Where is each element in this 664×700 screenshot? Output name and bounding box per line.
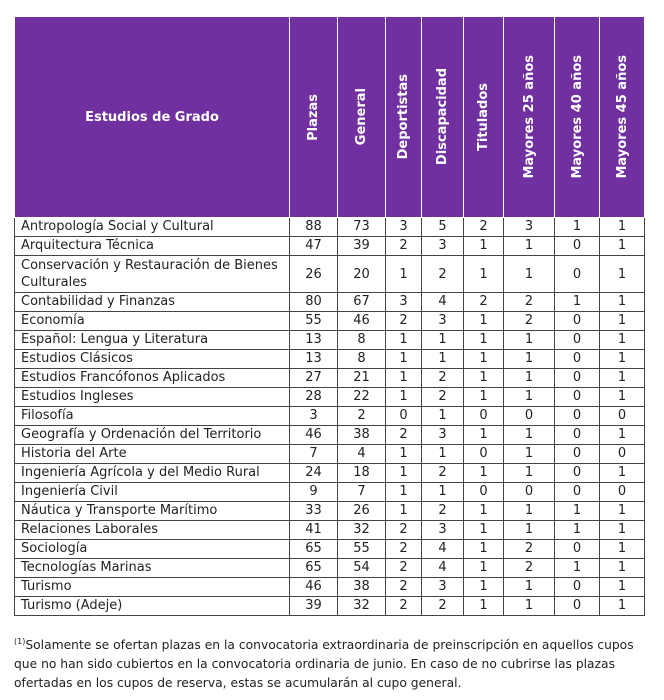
value-cell: 1 <box>422 350 464 369</box>
value-cell: 13 <box>290 350 338 369</box>
value-cell: 2 <box>386 540 422 559</box>
degree-name-cell: Náutica y Transporte Marítimo <box>15 502 290 521</box>
value-cell: 0 <box>555 369 600 388</box>
value-cell: 1 <box>600 426 645 445</box>
value-cell: 2 <box>422 597 464 616</box>
degree-name-cell: Historia del Arte <box>15 445 290 464</box>
value-cell: 1 <box>464 312 504 331</box>
value-cell: 1 <box>422 445 464 464</box>
places-table <box>14 16 645 616</box>
value-cell: 8 <box>338 350 386 369</box>
value-cell: 1 <box>600 597 645 616</box>
value-cell: 2 <box>386 559 422 578</box>
table-row <box>15 312 645 331</box>
value-cell: 1 <box>422 407 464 426</box>
header-mayores-25-label: Mayores 25 años <box>521 55 537 179</box>
value-cell: 0 <box>504 407 555 426</box>
degree-name-cell: Tecnologías Marinas <box>15 559 290 578</box>
value-cell: 2 <box>386 237 422 256</box>
value-cell: 1 <box>600 293 645 312</box>
header-mayores-25 <box>504 17 555 218</box>
degree-name-cell: Español: Lengua y Literatura <box>15 331 290 350</box>
value-cell: 21 <box>338 369 386 388</box>
places-table-container <box>14 16 644 616</box>
value-cell: 47 <box>290 237 338 256</box>
value-cell: 3 <box>386 218 422 237</box>
degree-name-cell: Sociología <box>15 540 290 559</box>
value-cell: 1 <box>504 369 555 388</box>
value-cell: 0 <box>464 445 504 464</box>
degree-name-cell: Estudios Clásicos <box>15 350 290 369</box>
value-cell: 7 <box>338 483 386 502</box>
value-cell: 3 <box>422 578 464 597</box>
value-cell: 0 <box>555 256 600 293</box>
value-cell: 0 <box>555 407 600 426</box>
degree-name-cell: Ingeniería Agrícola y del Medio Rural <box>15 464 290 483</box>
value-cell: 0 <box>600 483 645 502</box>
value-cell: 1 <box>600 388 645 407</box>
table-row <box>15 331 645 350</box>
table-row <box>15 483 645 502</box>
value-cell: 1 <box>600 312 645 331</box>
value-cell: 32 <box>338 521 386 540</box>
footnote-marker: (1) <box>14 637 26 646</box>
value-cell: 1 <box>555 559 600 578</box>
value-cell: 1 <box>504 464 555 483</box>
value-cell: 0 <box>555 237 600 256</box>
value-cell: 0 <box>555 445 600 464</box>
value-cell: 2 <box>422 388 464 407</box>
value-cell: 0 <box>555 331 600 350</box>
value-cell: 2 <box>422 369 464 388</box>
value-cell: 1 <box>464 502 504 521</box>
value-cell: 2 <box>386 597 422 616</box>
value-cell: 3 <box>422 426 464 445</box>
value-cell: 24 <box>290 464 338 483</box>
value-cell: 0 <box>555 483 600 502</box>
value-cell: 1 <box>386 502 422 521</box>
table-row <box>15 426 645 445</box>
value-cell: 0 <box>600 407 645 426</box>
header-general <box>338 17 386 218</box>
value-cell: 2 <box>386 426 422 445</box>
value-cell: 1 <box>600 369 645 388</box>
value-cell: 4 <box>422 293 464 312</box>
value-cell: 88 <box>290 218 338 237</box>
value-cell: 1 <box>504 578 555 597</box>
value-cell: 1 <box>555 293 600 312</box>
degree-name-cell: Ingeniería Civil <box>15 483 290 502</box>
table-row <box>15 388 645 407</box>
degree-name-cell: Conservación y Restauración de Bienes Culturales <box>15 256 290 293</box>
value-cell: 1 <box>600 331 645 350</box>
value-cell: 73 <box>338 218 386 237</box>
table-row <box>15 407 645 426</box>
value-cell: 1 <box>386 256 422 293</box>
value-cell: 1 <box>504 237 555 256</box>
header-discapacidad-label: Discapacidad <box>435 68 450 166</box>
table-row <box>15 369 645 388</box>
value-cell: 46 <box>290 578 338 597</box>
value-cell: 1 <box>386 464 422 483</box>
header-deportistas-label: Deportistas <box>396 74 411 160</box>
value-cell: 7 <box>290 445 338 464</box>
value-cell: 1 <box>600 540 645 559</box>
value-cell: 39 <box>290 597 338 616</box>
value-cell: 0 <box>555 540 600 559</box>
value-cell: 55 <box>338 540 386 559</box>
degree-name-cell: Contabilidad y Finanzas <box>15 293 290 312</box>
value-cell: 26 <box>290 256 338 293</box>
value-cell: 54 <box>338 559 386 578</box>
table-row <box>15 502 645 521</box>
header-discapacidad <box>422 17 464 218</box>
value-cell: 32 <box>338 597 386 616</box>
value-cell: 3 <box>290 407 338 426</box>
value-cell: 2 <box>422 502 464 521</box>
header-mayores-40 <box>555 17 600 218</box>
table-body <box>15 218 645 616</box>
value-cell: 2 <box>464 218 504 237</box>
header-mayores-45 <box>600 17 645 218</box>
value-cell: 1 <box>464 464 504 483</box>
header-degree-label: Estudios de Grado <box>85 109 219 125</box>
footnote-text: Solamente se ofertan plazas en la convocatoria extraordinaria de preinscripción en aquellos cupos que no han sido cubiertos en la convocatoria ordinaria de junio. En caso de no cubrirse las plazas ofertadas en los cupos de reserva, estas se acumularán al cupo general. <box>14 638 634 690</box>
degree-name-cell: Turismo <box>15 578 290 597</box>
value-cell: 1 <box>464 426 504 445</box>
value-cell: 13 <box>290 331 338 350</box>
value-cell: 3 <box>422 312 464 331</box>
value-cell: 1 <box>600 578 645 597</box>
value-cell: 20 <box>338 256 386 293</box>
value-cell: 1 <box>386 483 422 502</box>
header-plazas <box>290 17 338 218</box>
header-general-label: General <box>354 88 369 146</box>
value-cell: 1 <box>504 350 555 369</box>
value-cell: 2 <box>422 464 464 483</box>
header-titulados <box>464 17 504 218</box>
value-cell: 65 <box>290 540 338 559</box>
value-cell: 1 <box>464 331 504 350</box>
value-cell: 3 <box>386 293 422 312</box>
table-row <box>15 559 645 578</box>
value-cell: 28 <box>290 388 338 407</box>
value-cell: 1 <box>386 388 422 407</box>
value-cell: 0 <box>386 407 422 426</box>
footnote <box>14 632 646 693</box>
value-cell: 39 <box>338 237 386 256</box>
table-row <box>15 540 645 559</box>
value-cell: 1 <box>464 540 504 559</box>
value-cell: 22 <box>338 388 386 407</box>
value-cell: 1 <box>504 597 555 616</box>
table-row <box>15 445 645 464</box>
value-cell: 1 <box>422 483 464 502</box>
value-cell: 1 <box>504 388 555 407</box>
value-cell: 9 <box>290 483 338 502</box>
table-row <box>15 350 645 369</box>
degree-name-cell: Estudios Francófonos Aplicados <box>15 369 290 388</box>
value-cell: 1 <box>464 521 504 540</box>
value-cell: 46 <box>290 426 338 445</box>
value-cell: 1 <box>504 426 555 445</box>
value-cell: 4 <box>422 540 464 559</box>
table-row <box>15 293 645 312</box>
value-cell: 0 <box>504 483 555 502</box>
value-cell: 80 <box>290 293 338 312</box>
value-cell: 1 <box>464 578 504 597</box>
table-row <box>15 237 645 256</box>
header-mayores-40-label: Mayores 40 años <box>569 55 585 179</box>
value-cell: 0 <box>600 445 645 464</box>
value-cell: 3 <box>422 521 464 540</box>
value-cell: 5 <box>422 218 464 237</box>
table-row <box>15 218 645 237</box>
value-cell: 2 <box>386 578 422 597</box>
table-row <box>15 521 645 540</box>
degree-name-cell: Economía <box>15 312 290 331</box>
value-cell: 1 <box>600 502 645 521</box>
value-cell: 1 <box>386 445 422 464</box>
value-cell: 55 <box>290 312 338 331</box>
degree-name-cell: Estudios Ingleses <box>15 388 290 407</box>
header-mayores-45-label: Mayores 45 años <box>614 55 630 179</box>
value-cell: 1 <box>464 369 504 388</box>
value-cell: 0 <box>464 483 504 502</box>
value-cell: 65 <box>290 559 338 578</box>
header-deportistas <box>386 17 422 218</box>
value-cell: 1 <box>504 331 555 350</box>
value-cell: 1 <box>464 350 504 369</box>
value-cell: 2 <box>504 293 555 312</box>
value-cell: 4 <box>338 445 386 464</box>
value-cell: 1 <box>504 502 555 521</box>
degree-name-cell: Geografía y Ordenación del Territorio <box>15 426 290 445</box>
value-cell: 38 <box>338 426 386 445</box>
degree-name-cell: Turismo (Adeje) <box>15 597 290 616</box>
value-cell: 0 <box>555 578 600 597</box>
value-cell: 46 <box>338 312 386 331</box>
value-cell: 1 <box>600 521 645 540</box>
header-plazas-label: Plazas <box>306 93 321 141</box>
header-degree <box>15 17 290 218</box>
value-cell: 1 <box>386 369 422 388</box>
value-cell: 2 <box>386 312 422 331</box>
value-cell: 1 <box>600 237 645 256</box>
value-cell: 1 <box>464 256 504 293</box>
value-cell: 1 <box>464 559 504 578</box>
value-cell: 1 <box>464 388 504 407</box>
value-cell: 2 <box>422 256 464 293</box>
value-cell: 67 <box>338 293 386 312</box>
value-cell: 2 <box>386 521 422 540</box>
value-cell: 1 <box>504 521 555 540</box>
value-cell: 1 <box>555 502 600 521</box>
value-cell: 0 <box>555 464 600 483</box>
table-row <box>15 464 645 483</box>
value-cell: 33 <box>290 502 338 521</box>
value-cell: 27 <box>290 369 338 388</box>
value-cell: 1 <box>600 218 645 237</box>
value-cell: 1 <box>504 445 555 464</box>
value-cell: 1 <box>464 237 504 256</box>
value-cell: 0 <box>555 426 600 445</box>
value-cell: 0 <box>555 597 600 616</box>
value-cell: 1 <box>600 256 645 293</box>
value-cell: 3 <box>504 218 555 237</box>
value-cell: 18 <box>338 464 386 483</box>
degree-name-cell: Antropología Social y Cultural <box>15 218 290 237</box>
value-cell: 38 <box>338 578 386 597</box>
value-cell: 8 <box>338 331 386 350</box>
table-row <box>15 597 645 616</box>
value-cell: 0 <box>555 312 600 331</box>
value-cell: 1 <box>386 331 422 350</box>
value-cell: 1 <box>464 597 504 616</box>
value-cell: 1 <box>504 256 555 293</box>
degree-name-cell: Filosofía <box>15 407 290 426</box>
value-cell: 41 <box>290 521 338 540</box>
value-cell: 1 <box>555 521 600 540</box>
value-cell: 1 <box>386 350 422 369</box>
header-titulados-label: Titulados <box>476 83 491 151</box>
value-cell: 1 <box>600 350 645 369</box>
table-row <box>15 578 645 597</box>
degree-name-cell: Relaciones Laborales <box>15 521 290 540</box>
value-cell: 1 <box>600 559 645 578</box>
table-row <box>15 256 645 293</box>
value-cell: 0 <box>464 407 504 426</box>
value-cell: 2 <box>504 559 555 578</box>
value-cell: 26 <box>338 502 386 521</box>
degree-name-cell: Arquitectura Técnica <box>15 237 290 256</box>
value-cell: 2 <box>338 407 386 426</box>
value-cell: 1 <box>600 464 645 483</box>
value-cell: 1 <box>422 331 464 350</box>
value-cell: 2 <box>504 540 555 559</box>
value-cell: 3 <box>422 237 464 256</box>
value-cell: 1 <box>555 218 600 237</box>
value-cell: 2 <box>504 312 555 331</box>
value-cell: 0 <box>555 350 600 369</box>
table-header-row <box>15 17 645 218</box>
value-cell: 0 <box>555 388 600 407</box>
value-cell: 2 <box>464 293 504 312</box>
value-cell: 4 <box>422 559 464 578</box>
